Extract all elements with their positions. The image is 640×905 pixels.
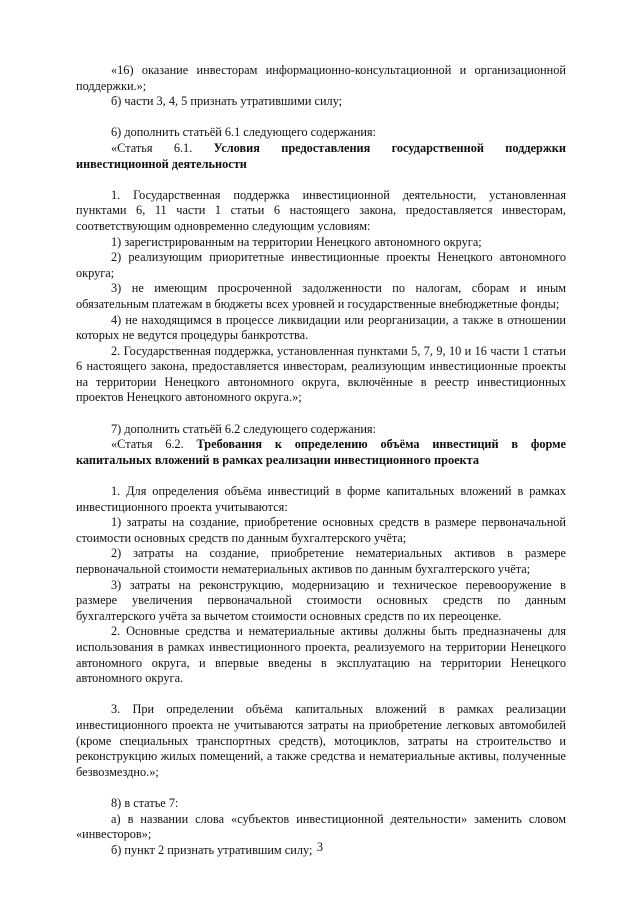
paragraph: 2) реализующим приоритетные инвестиционные проекты Ненецкого автономного округа;	[76, 250, 566, 280]
paragraph-gap	[76, 468, 566, 484]
paragraph-gap	[76, 172, 566, 188]
paragraph: 1) зарегистрированным на территории Ненецкого автономного округа;	[111, 234, 482, 249]
paragraph-gap	[76, 406, 566, 422]
paragraph: 2. Государственная поддержка, установленная пунктами 5, 7, 9, 10 и 16 части 1 статьи 6 настоящего закона, предоставляется инвесторам, реализующим инвестиционные проекты на территории Ненецкого автономного округа, включённые в реестр инвестиционных проектов Ненецкого автономного округа.»;	[76, 343, 566, 405]
article-heading-prefix: «Статья 6.2.	[111, 437, 197, 452]
paragraph: 2. Основные средства и нематериальные активы должны быть предназначены для использования в рамках инвестиционного проекта, реализуемого на территории Ненецкого автономного округа, и впервые введены в эксплуатацию на территории Ненецкого автономного округа.	[76, 624, 566, 686]
document-body	[76, 63, 566, 858]
paragraph: 3) затраты на реконструкцию, модернизацию и техническое перевооружение в размере увеличения первоначальной стоимости основных средств по данным бухгалтерского учёта за вычетом стоимости основных средств по их переоценке.	[76, 577, 566, 623]
page-number: 3	[316, 840, 324, 854]
article-heading	[76, 141, 566, 172]
paragraph: а) в названии слова «субъектов инвестиционной деятельности» заменить словом «инвесторов»;	[76, 811, 566, 842]
paragraph-gap	[76, 687, 566, 703]
paragraph-gap	[76, 780, 566, 796]
paragraph: 1. Государственная поддержка инвестиционной деятельности, установленная пунктами 6, 11 части 1 статьи 6 настоящего закона, предоставляется инвесторам, соответствующим одновременно следующим условиям:	[76, 187, 566, 233]
paragraph: 3) не имеющим просроченной задолженности по налогам, сборам и иным обязательным платежам в бюджеты всех уровней и государственные внебюджетные фонды;	[76, 281, 566, 311]
paragraph: б) части 3, 4, 5 признать утратившими силу;	[111, 94, 343, 109]
article-heading-prefix: «Статья 6.1.	[111, 140, 214, 155]
article-heading-title: Условия предоставления государственной поддержки инвестиционной деятельности	[76, 140, 566, 171]
paragraph-gap	[76, 110, 566, 126]
paragraph: «16) оказание инвесторам информационно-консультационной и организационной поддержки.»;	[76, 63, 566, 93]
paragraph: б) пункт 2 признать утратившим силу;	[111, 842, 313, 857]
article-heading-title: Требования к определению объёма инвестиций в форме капитальных вложений в рамках реализации инвестиционного проекта	[76, 437, 566, 467]
article-heading	[76, 437, 566, 468]
paragraph: 7) дополнить статьёй 6.2 следующего содержания:	[111, 421, 376, 436]
paragraph: 2) затраты на создание, приобретение нематериальных активов в размере первоначальной стоимости нематериальных активов по данным бухгалтерского учёта;	[76, 546, 566, 576]
paragraph: 3. При определении объёма капитальных вложений в рамках реализации инвестиционного проекта не учитываются затраты на приобретение легковых автомобилей (кроме специальных транспортных средств), мотоциклов, затраты на строительство и реконструкцию жилых помещений, а также средства и нематериальные активы, полученные безвозмездно.»;	[76, 702, 566, 779]
paragraph: 1. Для определения объёма инвестиций в форме капитальных вложений в рамках инвестиционного проекта учитываются:	[76, 484, 566, 514]
paragraph: 6) дополнить статьёй 6.1 следующего содержания:	[111, 125, 376, 140]
paragraph: 4) не находящимся в процессе ликвидации или реорганизации, а также в отношении которых не ведутся процедуры банкротства.	[76, 312, 566, 343]
paragraph: 1) затраты на создание, приобретение основных средств в размере первоначальной стоимости основных средств по данным бухгалтерского учёта;	[76, 515, 566, 545]
paragraph: 8) в статье 7:	[111, 795, 179, 810]
